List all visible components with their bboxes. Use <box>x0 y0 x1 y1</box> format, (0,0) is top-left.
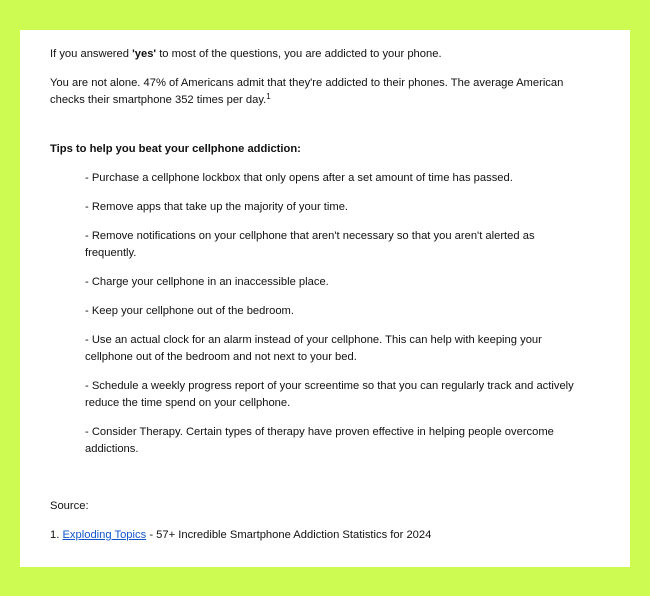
tip-item-bedroom: - Keep your cellphone out of the bedroom. <box>85 305 294 317</box>
tips-heading: Tips to help you beat your cellphone addiction: <box>50 143 301 155</box>
exploding-topics-link[interactable]: Exploding Topics <box>62 529 147 541</box>
source-entry-title: - 57+ Incredible Smartphone Addiction Statistics for 2024 <box>146 529 432 541</box>
tips-list <box>50 170 600 458</box>
intro-line-2 <box>50 75 600 109</box>
source-entry <box>50 527 600 544</box>
tip-item-charging: - Charge your cellphone in an inaccessible place. <box>85 276 329 288</box>
content-card <box>20 30 630 567</box>
intro-line-1 <box>50 46 600 63</box>
tip-item-therapy: - Consider Therapy. Certain types of therapy have proven effective in helping people overcome addictions. <box>85 426 554 455</box>
source-entry-number: 1. <box>50 529 63 541</box>
tip-item-progress-report: - Schedule a weekly progress report of your screentime so that you can regularly track and actively reduce the time spend on your cellphone. <box>85 380 574 409</box>
statistics-text: You are not alone. 47% of Americans admit that they're addicted to their phones. The average American checks their smartphone 352 times per day. <box>50 77 564 106</box>
intro-line-1-start: If you answered <box>50 48 133 60</box>
tip-item-notifications: - Remove notifications on your cellphone that aren't necessary so that you aren't alerted as frequently. <box>85 230 535 259</box>
intro-yes-emphasis: 'yes' <box>132 48 157 60</box>
footnote-marker: 1 <box>266 92 271 101</box>
tip-item-lockbox: - Purchase a cellphone lockbox that only opens after a set amount of time has passed. <box>85 172 513 184</box>
tip-item-remove-apps: - Remove apps that take up the majority of your time. <box>85 201 349 213</box>
tip-item-alarm-clock: - Use an actual clock for an alarm instead of your cellphone. This can help with keeping your cellphone out of the bedroom and not next to your bed. <box>85 334 542 363</box>
source-label: Source: <box>50 500 89 512</box>
intro-line-1-end: to most of the questions, you are addicted to your phone. <box>156 48 442 60</box>
